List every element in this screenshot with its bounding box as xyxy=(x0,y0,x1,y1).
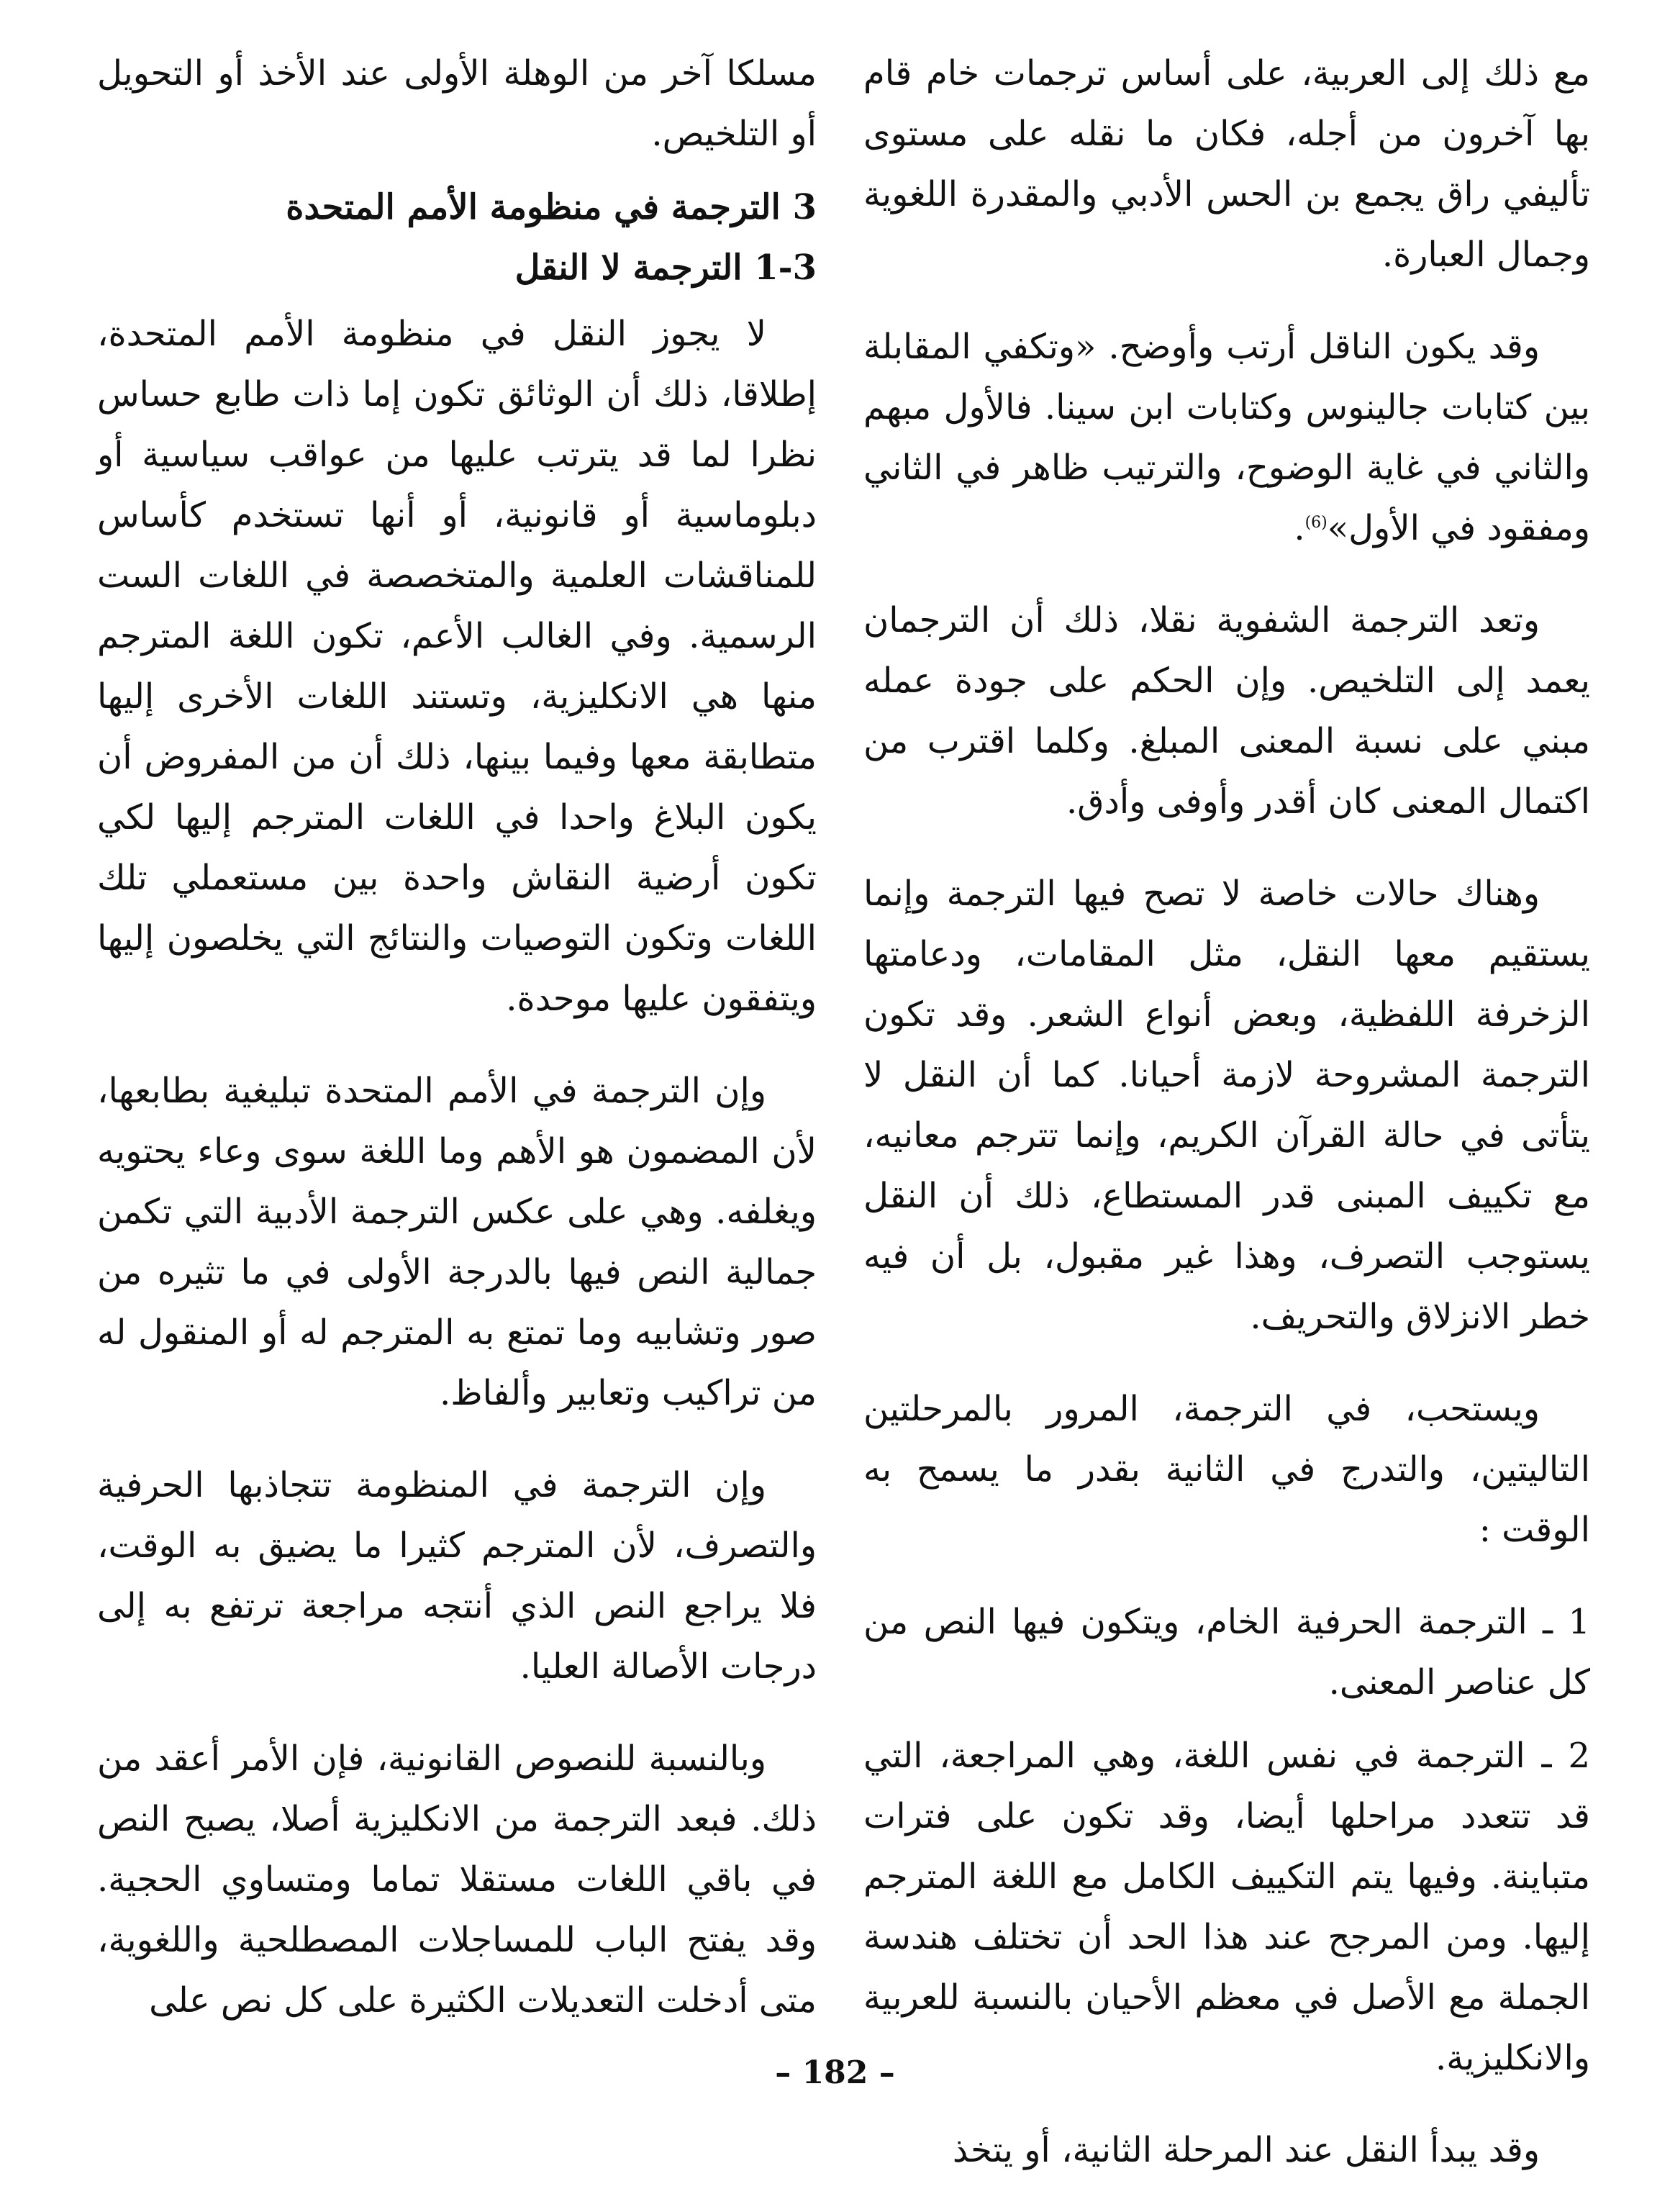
paragraph: وبالنسبة للنصوص القانونية، فإن الأمر أعقد من ذلك. فبعد الترجمة من الانكليزية أصلا، يصبح النص في باقي اللغات مستقلا تماما ومتساوي الحجية. وقد يفتح الباب للمساجلات المصطلحية واللغوية، متى أدخلت التعديلات الكثيرة على كل نص على xyxy=(97,1739,817,2021)
paragraph: وهناك حالات خاصة لا تصح فيها الترجمة وإنما يستقيم معها النقل، مثل المقامات، ودعامتها الزخرفة اللفظية، وبعض أنواع الشعر. وقد تكون الترجمة المشروحة لازمة أحيانا. كما أن النقل لا يتأتى في حالة القرآن الكريم، وإنما تترجم معانيه، مع تكييف المبنى قدر المستطاع، ذلك أن النقل يستوجب التصرف، وهذا غير مقبول، بل أن فيه خطر الانزلاق والتحريف. xyxy=(863,874,1590,1337)
paragraph: وقد يكون الناقل أرتب وأوضح. «وتكفي المقابلة بين كتابات جالينوس وكتابات ابن سينا. فالأول مبهم والثاني في غاية الوضوح، والترتيب ظاهر في الثاني ومفقود في الأول»$^{(6)}$. xyxy=(863,327,1590,548)
paragraph: وتعد الترجمة الشفوية نقلا، ذلك أن الترجمان يعمد إلى التلخيص. وإن الحكم على جودة عمله مبني على نسبة المعنى المبلغ. وكلما اقترب من اكتمال المعنى كان أقدر وأوفى وأدق. xyxy=(863,600,1590,822)
paragraph-text: وقد يكون الناقل أرتب وأوضح. «وتكفي المقابلة بين كتابات جالينوس وكتابات ابن سينا. فالأول مبهم والثاني في غاية الوضوح، والترتيب ظاهر في الثاني ومفقود في الأول» xyxy=(863,327,1590,548)
paragraph: ويستحب، في الترجمة، المرور بالمرحلتين التاليتين، والتدرج في الثانية بقدر ما يسمح به الوقت : xyxy=(863,1389,1590,1550)
page-number: – 182 – xyxy=(775,2054,895,2091)
section-heading: 3 الترجمة في منظومة الأمم المتحدة xyxy=(286,187,817,227)
list-item: 1 ـ الترجمة الحرفية الخام، ويتكون فيها النص من كل عناصر المعنى. xyxy=(863,1602,1590,1703)
paragraph: مع ذلك إلى العربية، على أساس ترجمات خام قام بها آخرون من أجله، فكان ما نقله على مستوى تأليفي راق يجمع بن الحس الأدبي والمقدرة اللغوية وجمال العبارة. xyxy=(863,53,1591,275)
paragraph: وقد يبدأ النقل عند المرحلة الثانية، أو يتخذ xyxy=(952,2130,1540,2170)
paragraph: وإن الترجمة في المنظومة تتجاذبها الحرفية والتصرف، لأن المترجم كثيرا ما يضيق به الوقت، فلا يراجع النص الذي أنتجه مراجعة ترتفع به إلى درجات الأصالة العليا. xyxy=(97,1465,817,1687)
right-column xyxy=(863,43,1590,2212)
left-column xyxy=(97,43,817,2062)
subsection-heading: 1-3 الترجمة لا النقل xyxy=(514,248,817,288)
list-item: 2 ـ الترجمة في نفس اللغة، وهي المراجعة، التي قد تتعدد مراحلها أيضا، وقد تكون على فترات متباينة. وفيها يتم التكييف الكامل مع اللغة المترجم إليها. ومن المرجح عند هذا الحد أن تختلف هندسة الجملة مع الأصل في معظم الأحيان بالنسبة للعربية والانكليزية. xyxy=(863,1736,1591,2078)
paragraph: مسلكا آخر من الوهلة الأولى عند الأخذ أو التحويل أو التلخيص. xyxy=(97,53,817,154)
paragraph: وإن الترجمة في الأمم المتحدة تبليغية بطابعها، لأن المضمون هو الأهم وما اللغة سوى وعاء يحتويه ويغلفه. وهي على عكس الترجمة الأدبية التي تكمن جمالية النص فيها بالدرجة الأولى في ما تثيره من صور وتشابيه وما تمتع به المترجم له أو المنقول له من تراكيب وتعابير وألفاظ. xyxy=(97,1071,817,1413)
paragraph: لا يجوز النقل في منظومة الأمم المتحدة، إطلاقا، ذلك أن الوثائق تكون إما ذات طابع حساس نظرا لما قد يترتب عليها من عواقب سياسية أو دبلوماسية أو قانونية، أو أنها تستخدم كأساس للمناقشات العلمية والمتخصصة في اللغات الست الرسمية. وفي الغالب الأعم، تكون اللغة المترجم منها هي الانكليزية، وتستند اللغات الأخرى إليها متطابقة معها وفيما بينها، ذلك أن من المفروض أن يكون البلاغ واحدا في اللغات المترجم إليها لكي تكون أرضية النقاش واحدة بين مستعملي تلك اللغات وتكون التوصيات والنتائج التي يخلصون إليها ويتفقون عليها موحدة. xyxy=(97,314,817,1019)
footnote-marker: (6) xyxy=(1304,514,1328,532)
